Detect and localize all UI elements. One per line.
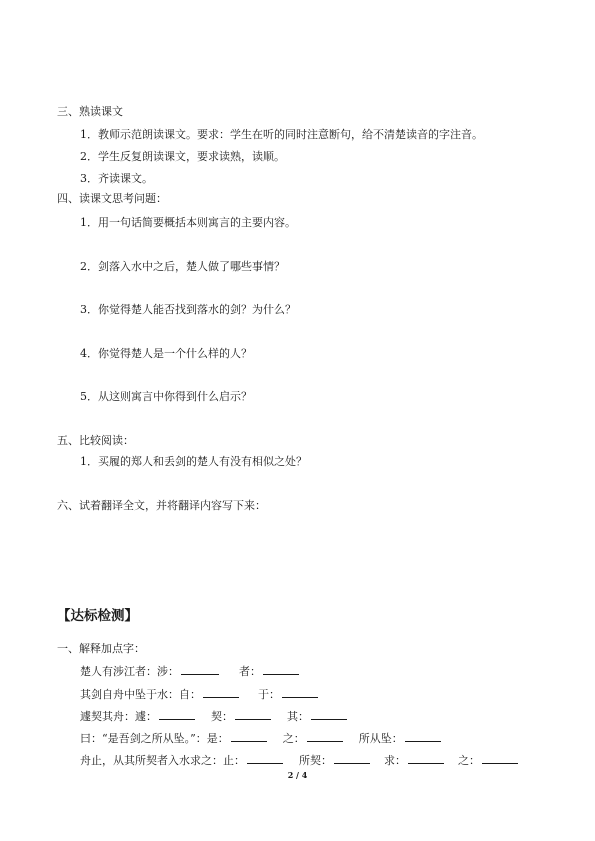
section-4-item-4: 4．你觉得楚人是一个什么样的人？ — [80, 347, 252, 360]
answer-blank[interactable] — [247, 752, 283, 764]
answer-blank[interactable] — [181, 663, 219, 675]
answer-blank[interactable] — [159, 708, 195, 720]
answer-blank[interactable] — [482, 752, 518, 764]
page-number: 2 / 4 — [287, 770, 308, 780]
answer-blank[interactable] — [203, 686, 239, 698]
answer-blank[interactable] — [408, 752, 444, 764]
answer-row-5 — [80, 752, 520, 769]
section-4-item-1: 1．用一句话简要概括本则寓言的主要内容。 — [80, 216, 296, 229]
answer-prompt: 舟止，从其所契者入水求之：止： — [80, 754, 245, 767]
section-3-item-1: 1．教师示范朗读课文。要求：学生在听的同时注意断句，给不清楚读音的字注音。 — [80, 128, 483, 141]
answer-blank[interactable] — [334, 752, 370, 764]
section-5-item-1: 1．买履的郑人和丢剑的楚人有没有相似之处？ — [80, 455, 307, 468]
answer-row-2 — [80, 686, 320, 703]
answer-blank[interactable] — [231, 730, 267, 742]
answer-blank[interactable] — [307, 730, 343, 742]
answer-prompt: 其： — [287, 710, 309, 723]
section-3-item-2: 2．学生反复朗读课文，要求读熟，读顺。 — [80, 150, 285, 163]
test-question-1-heading: 一、解释加点字： — [57, 642, 145, 655]
answer-prompt: 于： — [258, 688, 280, 701]
answer-blank[interactable] — [282, 686, 318, 698]
answer-prompt: 者： — [239, 665, 261, 678]
section-4-item-3: 3．你觉得楚人能否找到落水的剑？为什么？ — [80, 303, 296, 316]
section-6-heading: 六、试着翻译全文，并将翻译内容写下来： — [57, 499, 266, 512]
answer-prompt: 其剑自舟中坠于水：自： — [80, 688, 201, 701]
answer-blank[interactable] — [263, 663, 299, 675]
answer-blank[interactable] — [405, 730, 441, 742]
answer-prompt: 曰：“是吾剑之所从坠。”：是： — [80, 732, 229, 745]
section-3-item-3: 3．齐读课文。 — [80, 172, 153, 185]
answer-prompt: 求： — [384, 754, 406, 767]
answer-prompt: 之： — [458, 754, 480, 767]
answer-prompt: 之： — [282, 732, 305, 745]
section-4-item-5: 5．从这则寓言中你得到什么启示？ — [80, 390, 252, 403]
answer-prompt: 契： — [211, 710, 233, 723]
answer-row-3 — [80, 708, 349, 725]
answer-prompt: 楚人有涉江者：涉： — [80, 665, 179, 678]
answer-blank[interactable] — [311, 708, 347, 720]
answer-prompt: 所从坠： — [358, 732, 403, 745]
answer-blank[interactable] — [235, 708, 271, 720]
section-4-heading: 四、读课文思考问题： — [57, 192, 167, 205]
section-5-heading: 五、比较阅读： — [57, 434, 134, 447]
answer-prompt: 遽契其舟：遽： — [80, 710, 157, 723]
answer-row-1 — [80, 663, 301, 680]
answer-row-4 — [80, 730, 443, 747]
answer-prompt: 所契： — [299, 754, 332, 767]
section-3-heading: 三、熟读课文 — [57, 105, 123, 118]
test-section-title: 【达标检测】 — [57, 608, 138, 624]
section-4-item-2: 2．剑落入水中之后，楚人做了哪些事情？ — [80, 260, 285, 273]
